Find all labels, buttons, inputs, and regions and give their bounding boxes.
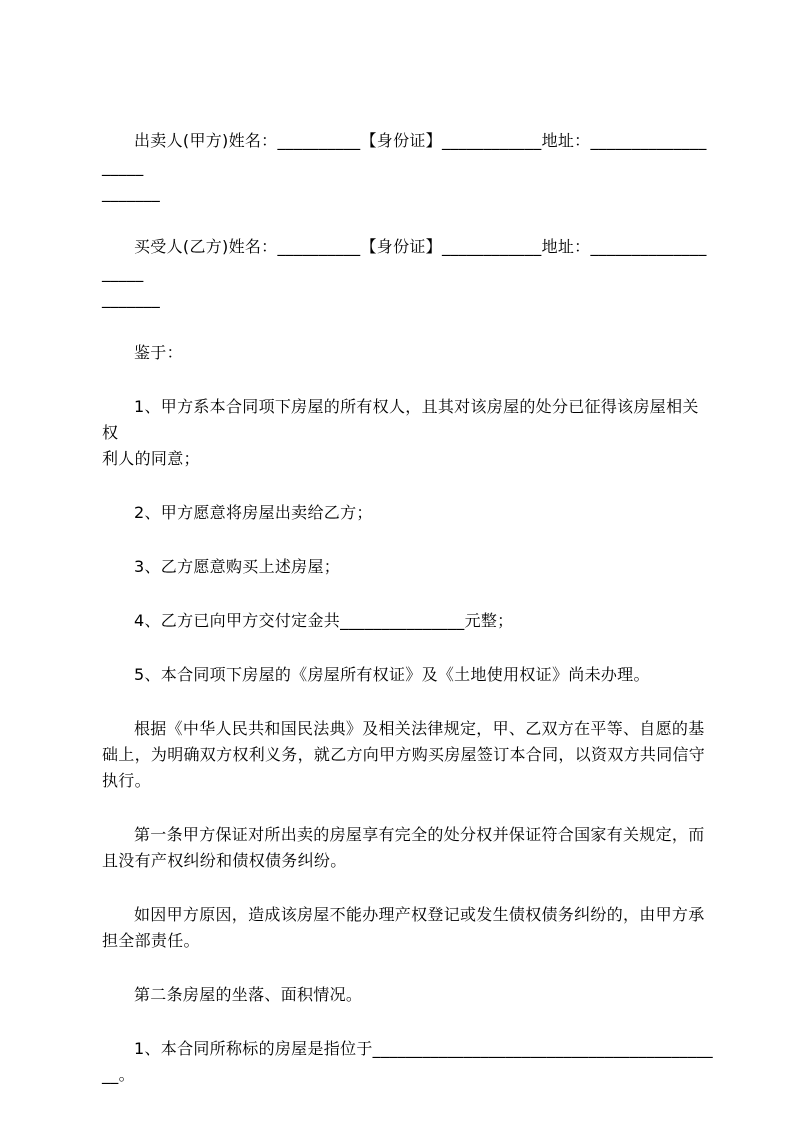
contract-paragraph-whereas-item-2 bbox=[102, 500, 713, 526]
text-line: 2、甲方愿意将房屋出卖给乙方； bbox=[134, 503, 373, 522]
contract-paragraph-whereas-item-4 bbox=[102, 608, 713, 634]
contract-paragraph-whereas-item-1 bbox=[102, 394, 713, 472]
text-line: 买受人(乙方)姓名：__________【身份证】____________地址：______________ _____ bbox=[102, 237, 713, 282]
text-line: 1、甲方系本合同项下房屋的所有权人，且其对该房屋的处分已征得该房屋相关权 bbox=[102, 397, 699, 442]
text-line: 第一条甲方保证对所出卖的房屋享有完全的处分权并保证符合国家有关规定，而 bbox=[134, 825, 705, 844]
text-line: 础上，为明确双方权利义务，就乙方向甲方购买房屋签订本合同，以资双方共同信守 bbox=[102, 745, 706, 764]
contract-paragraph-article-1-liability bbox=[102, 902, 713, 954]
text-line: 执行。 bbox=[102, 771, 151, 790]
text-line: 5、本合同项下房屋的《房屋所有权证》及《土地使用权证》尚未办理。 bbox=[134, 665, 650, 684]
contract-paragraph-article-2-item-1 bbox=[102, 1036, 713, 1088]
text-line: 1、本合同所称标的房屋是指位于___________________________________________。 bbox=[102, 1039, 713, 1084]
contract-paragraph-buyer-info bbox=[102, 234, 713, 312]
contract-paragraph-legal-basis bbox=[102, 716, 713, 794]
text-line: 出卖人(甲方)姓名：__________【身份证】____________地址：______________ _____ bbox=[102, 131, 713, 176]
contract-paragraph-seller-info bbox=[102, 128, 713, 206]
text-line: _______ bbox=[102, 183, 161, 202]
text-line: 利人的同意； bbox=[102, 449, 200, 468]
text-line: 第二条房屋的坐落、面积情况。 bbox=[134, 985, 363, 1004]
contract-paragraph-article-1 bbox=[102, 822, 713, 874]
text-line: 鉴于： bbox=[134, 343, 183, 362]
contract-paragraph-whereas-item-5 bbox=[102, 662, 713, 688]
contract-body bbox=[102, 128, 713, 1088]
contract-paragraph-whereas-item-3 bbox=[102, 554, 713, 580]
contract-paragraph-whereas-heading bbox=[102, 340, 713, 366]
text-line: 且没有产权纠纷和债权债务纠纷。 bbox=[102, 851, 347, 870]
text-line: 根据《中华人民共和国民法典》及相关法律规定，甲、乙双方在平等、自愿的基 bbox=[134, 719, 705, 738]
contract-paragraph-article-2 bbox=[102, 982, 713, 1008]
text-line: 如因甲方原因，造成该房屋不能办理产权登记或发生债权债务纠纷的，由甲方承 bbox=[134, 905, 705, 924]
text-line: _______ bbox=[102, 289, 161, 308]
text-line: 4、乙方已向甲方交付定金共_______________元整； bbox=[134, 611, 514, 630]
text-line: 担全部责任。 bbox=[102, 931, 200, 950]
text-line: 3、乙方愿意购买上述房屋； bbox=[134, 557, 341, 576]
